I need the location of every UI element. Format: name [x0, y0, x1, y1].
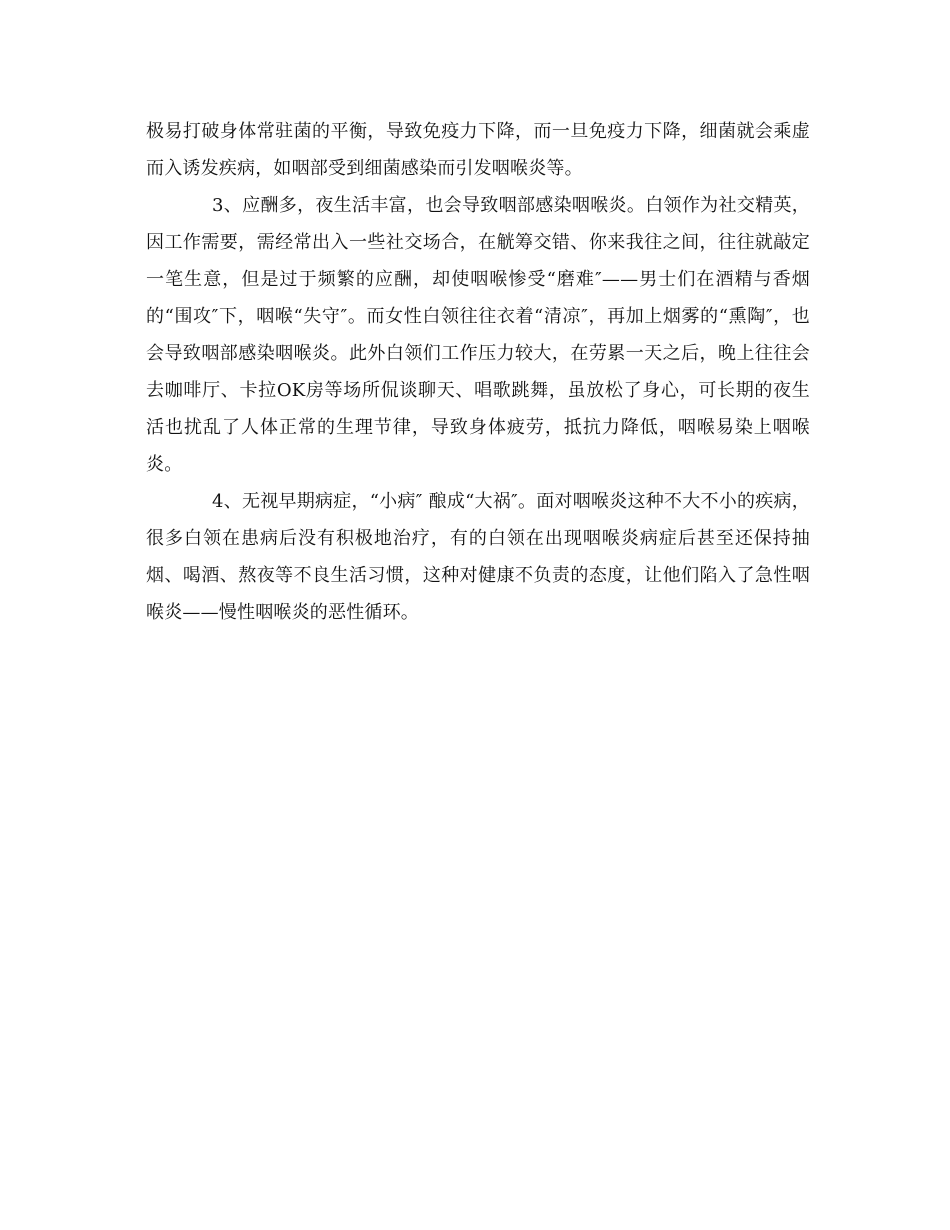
document-body	[146, 113, 810, 631]
paragraph-continuation: 极易打破身体常驻菌的平衡，导致免疫力下降，而一旦免疫力下降，细菌就会乘虚而入诱发疾病，如咽部受到细菌感染而引发咽喉炎等。	[146, 121, 810, 179]
paragraph-point-4: 4、无视早期病症，“小病″ 酿成“大祸″。面对咽喉炎这种不大不小的疾病，很多白领在患病后没有积极地治疗，有的白领在出现咽喉炎病症后甚至还保持抽烟、喝酒、熬夜等不良生活习惯，这种对健康不负责的态度，让他们陷入了急性咽喉炎——慢性咽喉炎的恶性循环。	[146, 491, 810, 623]
paragraph-point-3: 3、应酬多，夜生活丰富，也会导致咽部感染咽喉炎。白领作为社交精英，因工作需要，需经常出入一些社交场合，在觥筹交错、你来我往之间，往往就敲定一笔生意，但是过于频繁的应酬，却使咽喉惨受“磨难″——男士们在酒精与香烟的“围攻″下，咽喉“失守″。而女性白领往往衣着“清凉″，再加上烟雾的“熏陶″，也会导致咽部感染咽喉炎。此外白领们工作压力较大，在劳累一天之后，晚上往往会去咖啡厅、卡拉OK房等场所侃谈聊天、唱歌跳舞，虽放松了身心，可长期的夜生活也扰乱了人体正常的生理节律，导致身体疲劳，抵抗力降低，咽喉易染上咽喉炎。	[146, 195, 810, 475]
